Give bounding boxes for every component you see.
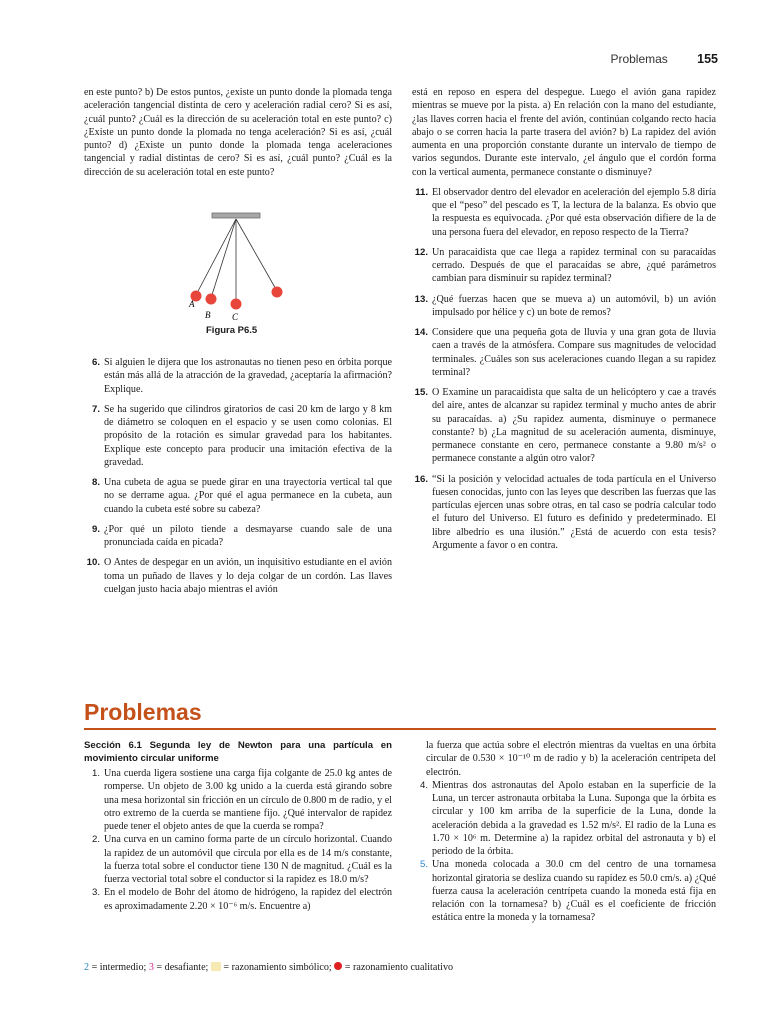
pendulum-figure (168, 208, 308, 344)
problem-2: 2. Una curva en un camino forma parte de un círculo horizontal. Cuando la rapidez de un automóvil que circula por ella es de 14 m/s constante, la fuerza total sobre el conductor tiene 130 N de magnitud. ¿Cuál es la fuerza vectorial total sobre el conductor si la rapidez es 18.0 m/s? (91, 834, 392, 885)
question-16: 16. “Si la posición y velocidad actuales de toda partícula en el Universo fuesen conocidas, junto con las leyes que describen las fuerzas que las partículas ejercen unas sobre otras, en tal caso se podría calcular todo el futuro del Universo. El futuro es definido y predeterminado. El libre albedrío es una ilusión.” ¿Está de acuerdo con esta tesis? Argumente a favor o en contra. (414, 473, 716, 551)
left-column-top (84, 86, 392, 179)
question-15: 15. O Examine un paracaidista que salta de un helicóptero y cae a través del aire, antes de alcanzar su rapidez terminal y mucho antes de abrir su paracaídas. a) ¿Su rapidez aumenta, disminuye o permanece constante? b) ¿La magnitud de su aceleración aumenta, disminuye, permanece constante en cero, permanece constante a 9.80 m/s² o permanece constante a algún otro valor? (414, 387, 716, 465)
problem-5: 5. Una moneda colocada a 30.0 cm del centro de una tornamesa horizontal giratoria se desliza cuando su rapidez es 50.0 cm/s. a) ¿Qué fuerza causa la aceleración centrípeta cuando la moneda está fija en relación con la tornamesa? b) ¿Cuál es el coeficiente de fricción estática entre la moneda y la tornamesa? (419, 859, 716, 924)
continued-question-text: en este punto? b) De estos puntos, ¿existe un punto donde la plomada tenga aceleración tangencial distinta de cero y aceleración radial cero? Si es así, ¿cuál punto? ¿Cuál es la dirección de su aceleración total en este punto? c) ¿Existe un punto donde la plomada no tenga aceleración? Si es así, ¿cuál punto? d) ¿Existe un punto donde la plomada tenga aceleraciones tangencial y radial distintas de cero? Si es así, ¿cuál punto? ¿Cuál es la dirección de su aceleración total en este punto? (84, 87, 392, 178)
header-section: Problemas (610, 52, 668, 66)
question-14: 14. Considere que una pequeña gota de lluvia y una gran gota de lluvia caen a través de la atmósfera. Compare sus magnitudes de velocidad terminales. ¿Cuáles son sus aceleraciones cuando llegan a su rapidez terminal? (414, 327, 716, 378)
question-12: 12. Un paracaidista que cae llega a rapidez terminal con su paracaídas cerrado. Después de que el paracaídas se abre, ¿qué parámetros cambian para disminuir su rapidez terminal? (414, 246, 716, 285)
symbolic-reasoning-swatch-icon (211, 962, 221, 971)
problems-title: Problemas (84, 699, 202, 725)
continued-question-10: está en reposo en espera del despegue. Luego el avión gana rapidez mientras se mueve por la pista. a) En relación con la mano del estudiante, ¿las llaves corren hacia el frente del avión, continúan colgando recto hacia abajo o se corren hacia la parte trasera del avión? b) La rapidez del avión aumenta en una proporción constante durante un intervalo de tiempo de varios segundos. Durante este intervalo, ¿el ángulo que el cordón forma con la vertical aumenta, permanece constante o disminuye? (412, 87, 716, 178)
bob-c (231, 299, 242, 310)
problem-3: 3. En el modelo de Bohr del átomo de hidrógeno, la rapidez del electrón es aproximadamente 2.20 × 10⁻⁶ m/s. Encuentre a) (91, 887, 392, 912)
question-13: 13. ¿Qué fuerzas hacen que se mueva a) un automóvil, b) un avión impulsado por hélice y c) un bote de remos? (414, 293, 716, 318)
label-a: A (189, 299, 195, 309)
right-questions (412, 86, 716, 552)
section-rule (84, 728, 716, 730)
difficulty-legend: 2 = intermedio; 3 = desafiante; = razonamiento simbólico; = razonamiento cualitativo (84, 962, 454, 973)
question-10: 10. O Antes de despegar en un avión, un inquisitivo estudiante en el avión toma un puñado de llaves y lo deja colgar de un cordón. Las llaves cuelgan justo hacia abajo mientras el avión (86, 557, 392, 595)
bob-b (206, 294, 217, 305)
bob-d (272, 287, 283, 298)
question-7: 7. Se ha sugerido que cilindros giratorios de casi 20 km de largo y 8 km de diámetro se coloquen en el espacio y se usen como colonias. El propósito de la rotación es simular gravedad para los habitantes. Explique este concepto para producir una imitación efectiva de la gravedad. (91, 403, 392, 468)
label-b: B (205, 310, 211, 320)
label-c: C (232, 312, 239, 322)
left-questions (84, 356, 392, 596)
question-6: 6. Si alguien le dijera que los astronautas no tienen peso en órbita porque están más allá de la atracción de la gravedad, ¿aceptaría la afirmación? Explique. (91, 357, 392, 395)
string (196, 219, 236, 295)
ceiling-support (212, 213, 260, 218)
continued-problem-3: la fuerza que actúa sobre el electrón mientras da vueltas en una órbita circular de 0.530 × 10⁻¹⁰ m de radio y b) la aceleración centrípeta del electrón. (426, 740, 716, 778)
problem-4: 4. Mientras dos astronautas del Apolo estaban en la superficie de la Luna, un tercer astronauta orbitaba la Luna. Suponga que la órbita es circular y 100 km arriba de la superficie de la Luna, donde la aceleración debida a la gravedad es 1.52 m/s². El radio de la Luna es 1.70 × 10⁶ m. Determine a) la rapidez orbital del astronauta y b) el periodo de la órbita. (419, 779, 716, 857)
question-8: 8. Una cubeta de agua se puede girar en una trayectoria vertical tal que no se derrame agua. ¿Por qué el agua permanece en la cubeta, aun cuando la cubeta esté sobre su cabeza? (91, 477, 392, 515)
problem-1: 1. Una cuerda ligera sostiene una carga fija colgante de 25.0 kg antes de romperse. Un objeto de 3.00 kg unido a la cuerda está girando sobre una mesa horizontal sin fricción en un círculo de 0.800 m de radio, y el otro extremo de la cuerda se mantiene fijo. ¿Qué intervalor de rapidez puede tener el objeto antes de que la cuerda se rompa? (91, 768, 392, 832)
string (236, 219, 277, 291)
page-number: 155 (697, 52, 718, 66)
question-9: 9. ¿Por qué un piloto tiende a desmayarse cuando sale de una pronunciada caída en picada? (91, 523, 392, 548)
question-11: 11. El observador dentro del elevador en aceleración del ejemplo 5.8 diría que el “peso” del pescado es T, la lectura de la balanza. Es obvio que la respuesta es equivocada. ¿Por qué esta observación difiere de la de una persona fuera del elevador, en reposo respecto de la Tierra? (415, 186, 716, 238)
figure-caption: Figura P6.5 (206, 325, 258, 336)
legend-challenging-number: 3 (148, 962, 154, 973)
running-header (610, 52, 718, 66)
section-heading: Sección 6.1 Segunda ley de Newton para una partícula en movimiento circular uniforme (84, 740, 392, 764)
problems-left (84, 739, 392, 913)
string (211, 219, 236, 298)
legend-intermediate-number: 2 (84, 962, 90, 973)
problems-right (412, 739, 716, 925)
